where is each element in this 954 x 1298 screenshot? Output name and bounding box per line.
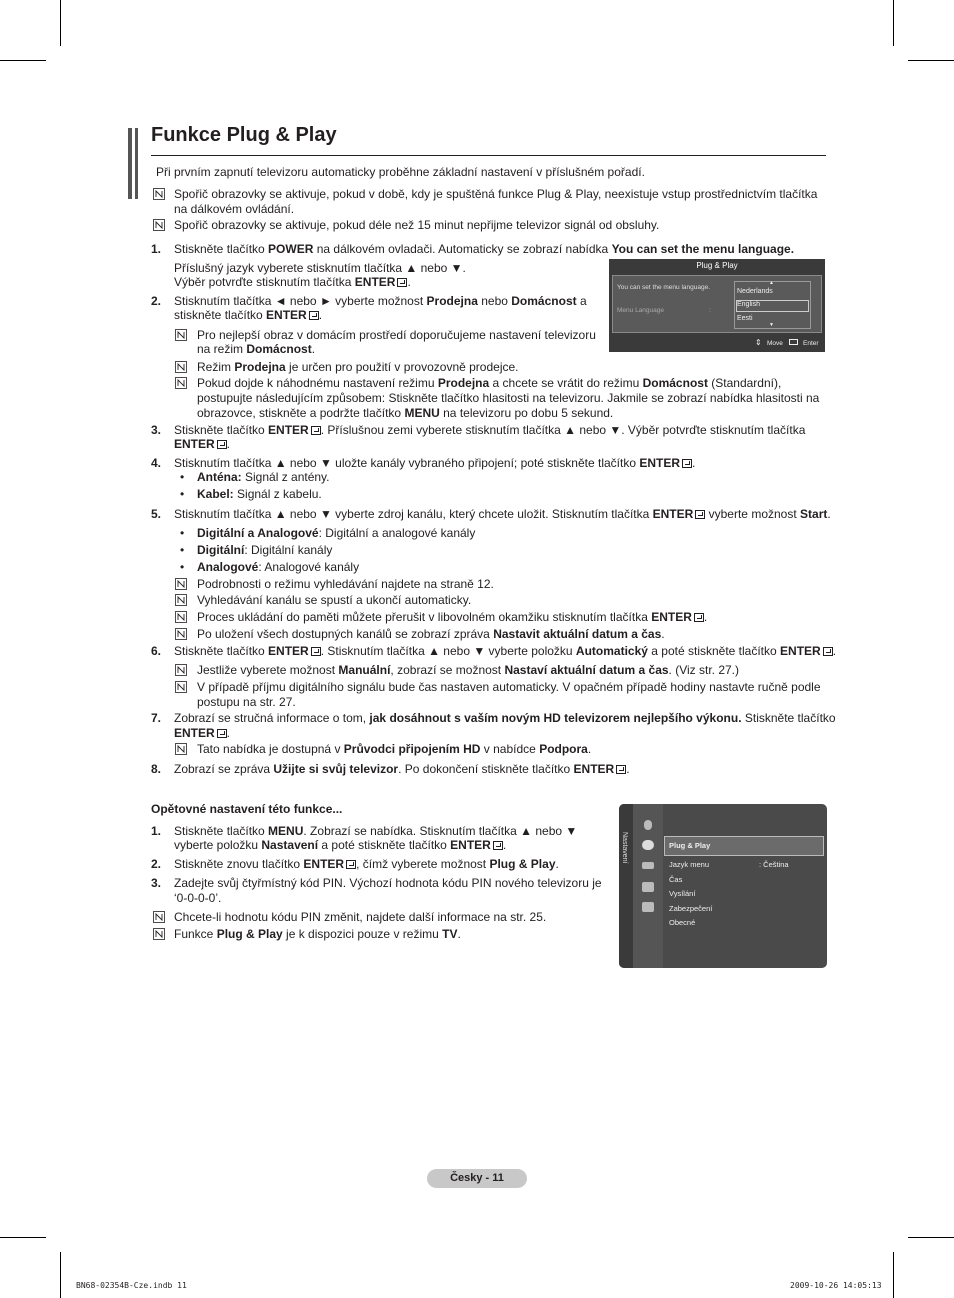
menu-item-general[interactable]: Obecné xyxy=(669,918,696,927)
step-2-text: Stisknutím tlačítka ◄ nebo ► vyberte možnost Prodejna nebo Domácnost a xyxy=(174,294,587,308)
title-rule xyxy=(151,155,826,156)
dialog-prompt: You can set the menu language. xyxy=(617,284,710,291)
menu-language-value: : Čeština xyxy=(759,860,789,869)
arrow-up-icon[interactable]: ▲ xyxy=(769,280,774,286)
print-slug-left: BN68-02354B-Cze.indb 11 xyxy=(76,1281,187,1290)
step-1-line2: Příslušný jazyk vyberete stisknutím tlačítka ▲ nebo ▼. xyxy=(174,261,466,275)
enter-icon xyxy=(346,860,356,869)
step-number: 3. xyxy=(151,876,162,890)
reset-note-1: Chcete-li hodnotu kódu PIN změnit, najdete další informace na str. 25. xyxy=(174,910,547,924)
enter-icon xyxy=(789,339,798,345)
arrow-down-icon[interactable]: ▼ xyxy=(769,322,774,328)
title-decor-bar xyxy=(135,128,138,199)
intro-note-2: Spořič obrazovky se aktivuje, pokud déle než 15 minut nepřijme televizor signál od obsluhy. xyxy=(174,218,660,232)
picture-icon[interactable] xyxy=(644,820,652,830)
step-1-text: Stiskněte tlačítko POWER na dálkovém ovladači. Automaticky se zobrazí nabídka You can set the menu language. xyxy=(174,242,795,256)
menu-language-colon: : xyxy=(709,307,711,314)
enter-hint: Enter xyxy=(803,340,819,347)
step-5-note-3: Proces ukládání do paměti můžete přerušit v libovolném okamžiku stisknutím tlačítka ENTER . xyxy=(197,610,708,624)
note-icon xyxy=(175,664,187,676)
step-number: 1. xyxy=(151,824,162,838)
step-5-bullet-1: Digitální a Analogové: Digitální a analogové kanály xyxy=(197,526,476,540)
menu-side-strip xyxy=(619,804,633,968)
crop-mark xyxy=(893,1252,894,1298)
step-2-note-1b: na režim Domácnost. xyxy=(197,342,316,356)
step-number: 2. xyxy=(151,294,162,308)
bullet: • xyxy=(180,543,185,557)
note-icon xyxy=(153,911,165,923)
note-icon xyxy=(175,628,187,640)
step-5-note-1: Podrobnosti o režimu vyhledávání najdete na straně 12. xyxy=(197,577,494,591)
dialog-panel xyxy=(612,275,822,333)
enter-icon xyxy=(217,440,227,449)
menu-item-language[interactable]: Jazyk menu xyxy=(669,860,710,869)
step-5-bullet-3: Analogové: Analogové kanály xyxy=(197,560,360,574)
menu-item-time[interactable]: Čas xyxy=(669,875,683,884)
note-icon xyxy=(175,329,187,341)
enter-icon xyxy=(217,729,227,738)
language-option-selected[interactable]: English xyxy=(737,301,760,308)
language-list[interactable] xyxy=(734,281,811,329)
language-option[interactable]: Eesti xyxy=(737,315,753,322)
enter-icon xyxy=(493,841,503,850)
note-icon xyxy=(175,594,187,606)
enter-icon xyxy=(397,278,407,287)
setup-gear-icon[interactable] xyxy=(642,840,654,850)
crop-mark xyxy=(893,0,894,46)
move-icon: ⇕ xyxy=(755,338,762,347)
step-2-note-3c: obrazovce, stiskněte a podržte tlačítko MENU na televizoru po dobu 5 sekund. xyxy=(197,406,614,420)
step-number: 4. xyxy=(151,456,162,470)
menu-item-broadcast[interactable]: Vysílání xyxy=(669,889,696,898)
step-6-note-2: V případě příjmu digitálního signálu bude čas nastaven automaticky. V opačném případě hodiny nastavte ručně podle xyxy=(197,680,821,694)
step-7-text: Zobrazí se stručná informace o tom, jak dosáhnout s vaším novým HD televizorem nejlepšího výkonu. Stiskněte tlačítko xyxy=(174,711,836,725)
enter-icon xyxy=(311,426,321,435)
reset-step-1: Stiskněte tlačítko MENU. Zobrazí se nabídka. Stisknutím tlačítka ▲ nebo ▼ xyxy=(174,824,578,838)
note-icon xyxy=(175,681,187,693)
enter-icon xyxy=(823,647,833,656)
step-3-line2: ENTER . xyxy=(174,437,231,451)
reset-step-3: Zadejte svůj čtyřmístný kód PIN. Výchozí hodnota kódu PIN nového televizoru je xyxy=(174,876,602,890)
step-5-note-2: Vyhledávání kanálu se spustí a ukončí automaticky. xyxy=(197,593,472,607)
step-4-bullet-1: Anténa: Signál z antény. xyxy=(197,470,330,484)
step-3-text: Stiskněte tlačítko ENTER . Příslušnou zemi vyberete stisknutím tlačítka ▲ nebo ▼. Výběr potvrďte stisknutím tlačítka xyxy=(174,423,806,437)
bullet: • xyxy=(180,560,185,574)
print-slug-right: 2009-10-26 14:05:13 xyxy=(790,1281,882,1290)
note-icon xyxy=(175,578,187,590)
step-5-bullet-2: Digitální: Digitální kanály xyxy=(197,543,333,557)
enter-icon xyxy=(682,459,692,468)
step-4-bullet-2: Kabel: Signál z kabelu. xyxy=(197,487,322,501)
menu-side-label: Nastavení xyxy=(621,832,628,864)
step-number: 2. xyxy=(151,857,162,871)
intro-note-1: Spořič obrazovky se aktivuje, pokud v době, kdy je spuštěná funkce Plug & Play, neexistuje vstup prostřednictvím tlačítka na dálkovém ovládání. xyxy=(174,187,818,216)
step-number: 3. xyxy=(151,423,162,437)
bullet: • xyxy=(180,470,185,484)
menu-item-plug-and-play[interactable]: Plug & Play xyxy=(669,841,711,850)
note-icon xyxy=(153,219,165,231)
section-heading: Opětovné nastavení této funkce... xyxy=(151,802,343,816)
reset-step-1b: vyberte položku Nastavení a poté stiskněte tlačítko ENTER . xyxy=(174,838,507,852)
enter-icon xyxy=(616,765,626,774)
crop-mark xyxy=(60,1252,61,1298)
sound-icon[interactable] xyxy=(642,862,654,869)
step-number: 6. xyxy=(151,644,162,658)
enter-icon xyxy=(694,613,704,622)
crop-mark xyxy=(60,0,61,46)
note-icon xyxy=(175,611,187,623)
intro-text: Při prvním zapnutí televizoru automaticky proběhne základní nastavení v příslušném pořadí. xyxy=(156,165,645,179)
setup-menu-screenshot xyxy=(619,804,827,968)
step-2-line2: stiskněte tlačítko ENTER . xyxy=(174,308,323,322)
step-6-note-1: Jestliže vyberete možnost Manuální, zobrazí se možnost Nastaví aktuální datum a čas. (Viz str. 27.) xyxy=(197,663,740,677)
step-number: 5. xyxy=(151,507,162,521)
reset-step-2: Stiskněte znovu tlačítko ENTER , čímž vyberete možnost Plug & Play. xyxy=(174,857,559,871)
crop-mark xyxy=(908,1237,954,1238)
step-2-note-2: Režim Prodejna je určen pro použití v provozovně prodejce. xyxy=(197,360,519,374)
step-8-text: Zobrazí se zpráva Užijte si svůj televizor. Po dokončení stiskněte tlačítko ENTER . xyxy=(174,762,630,776)
step-5-text: Stisknutím tlačítka ▲ nebo ▼ vyberte zdroj kanálu, který chcete uložit. Stisknutím tlačítka ENTER vyberte možnost Start. xyxy=(174,507,831,521)
step-2-note-3: Pokud dojde k náhodnému nastavení režimu Prodejna a chcete se vrátit do režimu Domácnost (Standardní), xyxy=(197,376,782,390)
step-number: 8. xyxy=(151,762,162,776)
step-7-line2: ENTER . xyxy=(174,726,231,740)
step-6-text: Stiskněte tlačítko ENTER . Stisknutím tlačítka ▲ nebo ▼ vyberte položku Automatický a poté stiskněte tlačítko ENTER . xyxy=(174,644,837,658)
step-1-line3: Výběr potvrďte stisknutím tlačítka ENTER . xyxy=(174,275,411,289)
step-2-note-3b: postupujte následujícím způsobem: Stiskněte tlačítko hlasitosti na televizoru. Jakmile se zobrazí nabídka hlasitosti na xyxy=(197,391,820,405)
input-icon[interactable] xyxy=(642,882,654,892)
crop-mark xyxy=(0,1237,46,1238)
crop-mark xyxy=(908,60,954,61)
move-hint: Move xyxy=(767,340,783,347)
step-number: 1. xyxy=(151,242,162,256)
step-4-text: Stisknutím tlačítka ▲ nebo ▼ uložte kanály vybraného připojení; poté stiskněte tlačítko ENTER . xyxy=(174,456,696,470)
reset-note-2: Funkce Plug & Play je k dispozici pouze v režimu TV. xyxy=(174,927,461,941)
note-icon xyxy=(153,928,165,940)
enter-icon xyxy=(311,647,321,656)
crop-mark xyxy=(0,60,46,61)
note-icon xyxy=(175,361,187,373)
step-7-note-1: Tato nabídka je dostupná v Průvodci připojením HD v nabídce Podpora. xyxy=(197,742,592,756)
step-5-note-4: Po uložení všech dostupných kanálů se zobrazí zpráva Nastavit aktuální datum a čas. xyxy=(197,627,665,641)
note-icon xyxy=(175,377,187,389)
menu-item-security[interactable]: Zabezpečení xyxy=(669,904,713,913)
step-6-note-2b: postupu na str. 27. xyxy=(197,695,296,709)
title-decor-bar xyxy=(128,128,132,199)
support-icon[interactable] xyxy=(642,902,654,912)
menu-language-label: Menu Language xyxy=(617,307,664,314)
enter-icon xyxy=(695,510,705,519)
reset-step-3b: ‘0-0-0-0’. xyxy=(174,891,222,905)
language-option[interactable]: Nederlands xyxy=(737,288,773,295)
enter-icon xyxy=(309,311,319,320)
bullet: • xyxy=(180,526,185,540)
page-number: Česky - 11 xyxy=(427,1169,527,1188)
dialog-header: Plug & Play xyxy=(696,261,738,270)
note-icon xyxy=(175,743,187,755)
bullet: • xyxy=(180,487,185,501)
step-2-note-1: Pro nejlepší obraz v domácím prostředí doporučujeme nastavení televizoru xyxy=(197,328,596,342)
page-title: Funkce Plug & Play xyxy=(151,124,337,146)
note-icon xyxy=(153,188,165,200)
plug-and-play-dialog xyxy=(609,259,825,352)
step-number: 7. xyxy=(151,711,162,725)
